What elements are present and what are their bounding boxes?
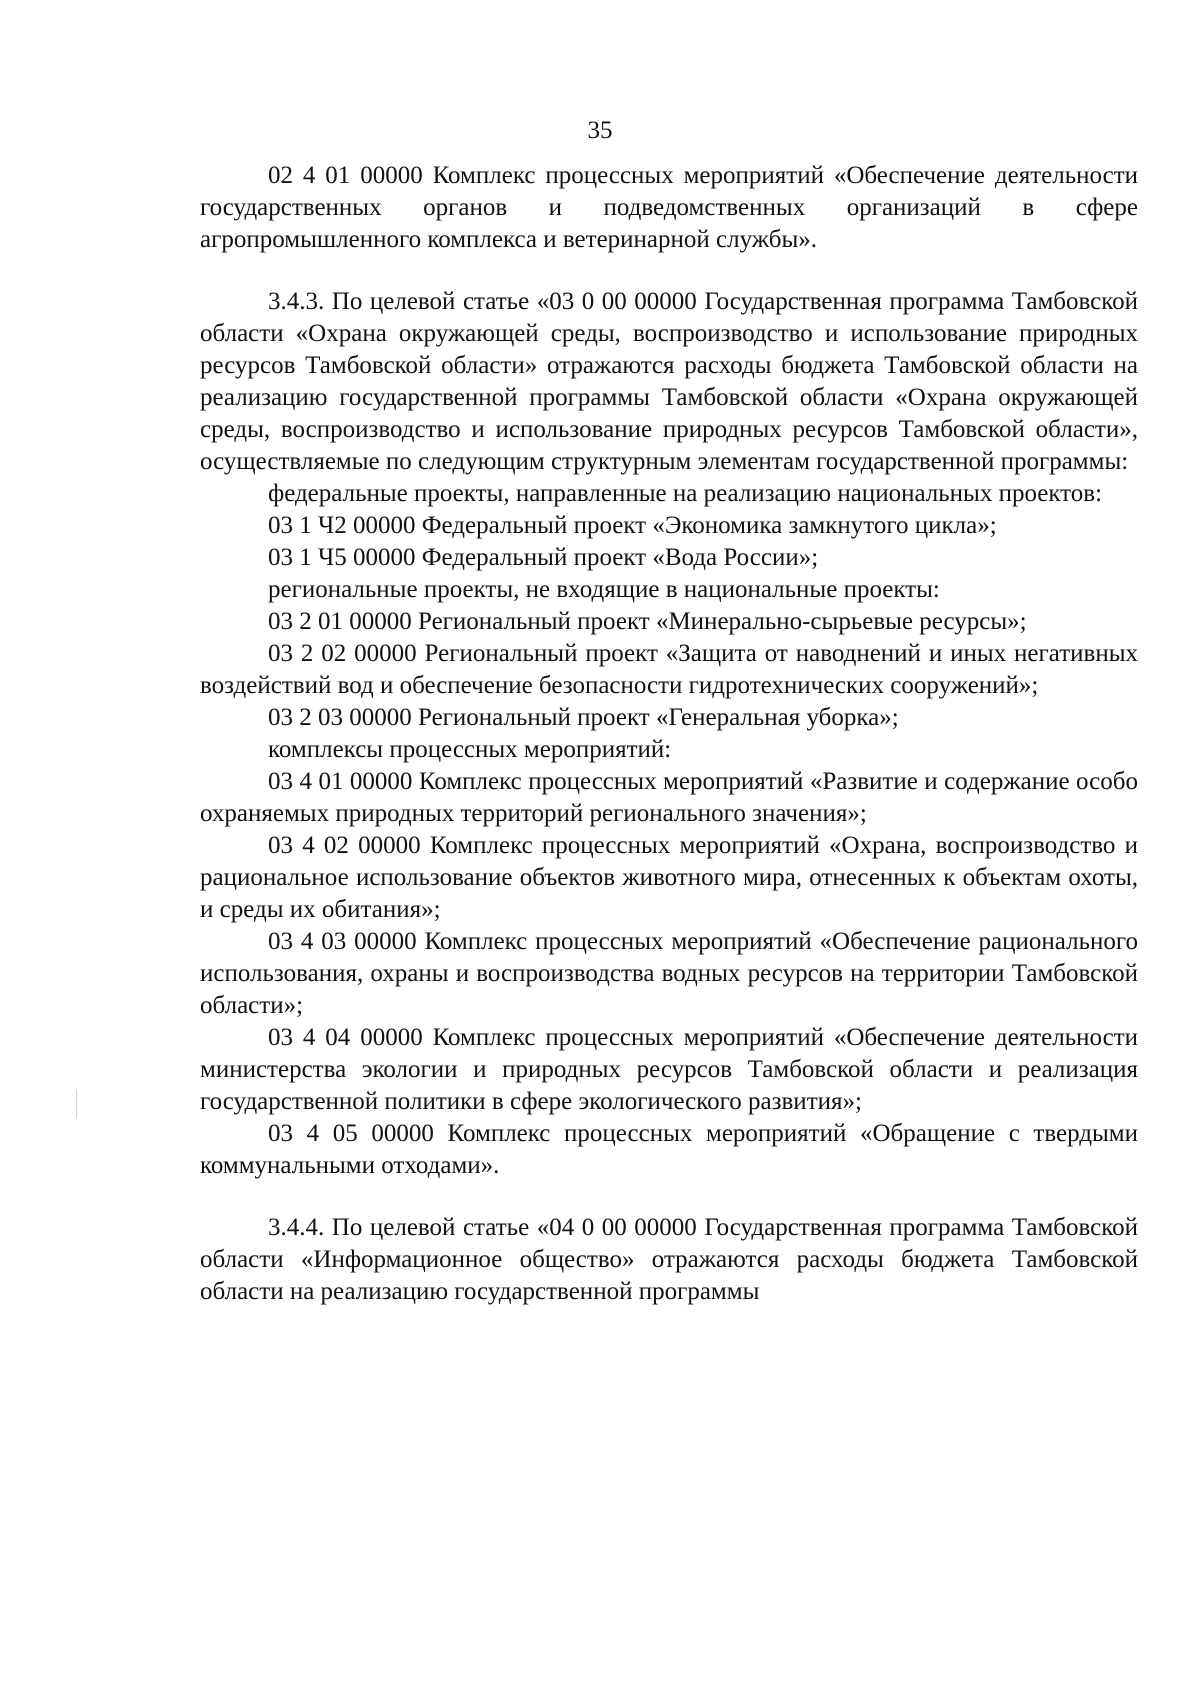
paragraph-03-2-03: 03 2 03 00000 Региональный проект «Генеральная уборка»;: [268, 704, 899, 731]
paragraph-03-1-ch5: 03 1 Ч5 00000 Федеральный проект «Вода России»;: [268, 544, 819, 571]
paragraph-03-4-04: 03 4 04 00000 Комплекс процессных мероприятий «Обеспечение деятельности министерства экологии и природных ресурсов Тамбовской области и реализация государственной политики в сфере экологического развития»;: [200, 1024, 1138, 1115]
document-body: [200, 160, 1138, 1308]
page-number: 35: [587, 117, 613, 144]
paragraph-02-4-01: 02 4 01 00000 Комплекс процессных мероприятий «Обеспечение деятельности государственных органов и подведомственных организаций в сфере агропромышленного комплекса и ветеринарной службы».: [200, 162, 1138, 253]
paragraph-03-4-02: 03 4 02 00000 Комплекс процессных мероприятий «Охрана, воспроизводство и рациональное использование объектов животного мира, отнесенных к объектам охоты, и среды их обитания»;: [200, 832, 1138, 923]
scan-artifact: [76, 1090, 77, 1118]
paragraph-federal-projects-heading: федеральные проекты, направленные на реализацию национальных проектов:: [268, 480, 1103, 507]
paragraph-03-4-05: 03 4 05 00000 Комплекс процессных мероприятий «Обращение с твердыми коммунальными отходами».: [200, 1120, 1138, 1179]
paragraph-03-4-01: 03 4 01 00000 Комплекс процессных мероприятий «Развитие и содержание особо охраняемых природных территорий регионального значения»;: [200, 768, 1138, 827]
paragraph-03-2-02: 03 2 02 00000 Региональный проект «Защита от наводнений и иных негативных воздействий вод и обеспечение безопасности гидротехнических сооружений»;: [200, 640, 1138, 699]
paragraph-03-4-03: 03 4 03 00000 Комплекс процессных мероприятий «Обеспечение рационального использования, охраны и воспроизводства водных ресурсов на территории Тамбовской области»;: [200, 928, 1138, 1019]
paragraph-process-complexes-heading: комплексы процессных мероприятий:: [268, 736, 672, 763]
paragraph-regional-projects-heading: региональные проекты, не входящие в национальные проекты:: [268, 576, 940, 603]
paragraph-3-4-3: 3.4.3. По целевой статье «03 0 00 00000 Государственная программа Тамбовской области «Охрана окружающей среды, воспроизводство и использование природных ресурсов Тамбовской области» отражаются расходы бюджета Тамбовской области на реализацию государственной программы Тамбовской области «Охрана окружающей среды, воспроизводство и использование природных ресурсов Тамбовской области», осуществляемые по следующим структурным элементам государственной программы:: [200, 288, 1138, 475]
paragraph-03-2-01: 03 2 01 00000 Региональный проект «Минерально-сырьевые ресурсы»;: [268, 608, 1027, 635]
paragraph-03-1-ch2: 03 1 Ч2 00000 Федеральный проект «Экономика замкнутого цикла»;: [268, 512, 997, 539]
paragraph-3-4-4: 3.4.4. По целевой статье «04 0 00 00000 Государственная программа Тамбовской области «Информационное общество» отражаются расходы бюджета Тамбовской области на реализацию государственной программы: [200, 1214, 1138, 1305]
